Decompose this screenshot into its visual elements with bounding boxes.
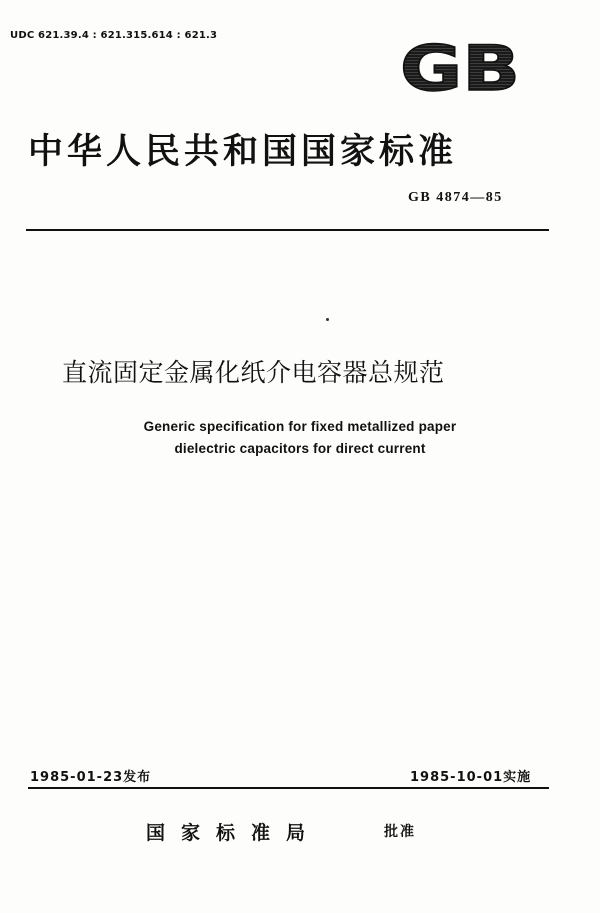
udc-code: UDC 621.39.4 : 621.315.614 : 621.3 (10, 30, 218, 41)
document-title-cn: 直流固定金属化纸介电容器总规范 (62, 358, 445, 387)
title-en-line-2: dielectric capacitors for direct current (174, 441, 426, 456)
document-title-en (100, 416, 500, 460)
issuing-body: 国家标准局 (146, 822, 322, 844)
national-standard-title: 中华人民共和国国家标准 (28, 131, 458, 172)
gb-logo (398, 38, 522, 96)
implementation-date: 1985-10-01实施 (410, 770, 532, 785)
speck (326, 318, 329, 321)
top-divider (26, 229, 549, 231)
standard-number: GB 4874—85 (408, 190, 503, 205)
approval-label: 批准 (384, 824, 416, 840)
gb-logo-text: GB (400, 38, 520, 96)
title-en-line-1: Generic specification for fixed metallized paper (143, 419, 457, 434)
bottom-divider (28, 787, 549, 789)
issue-date: 1985-01-23发布 (30, 770, 152, 785)
